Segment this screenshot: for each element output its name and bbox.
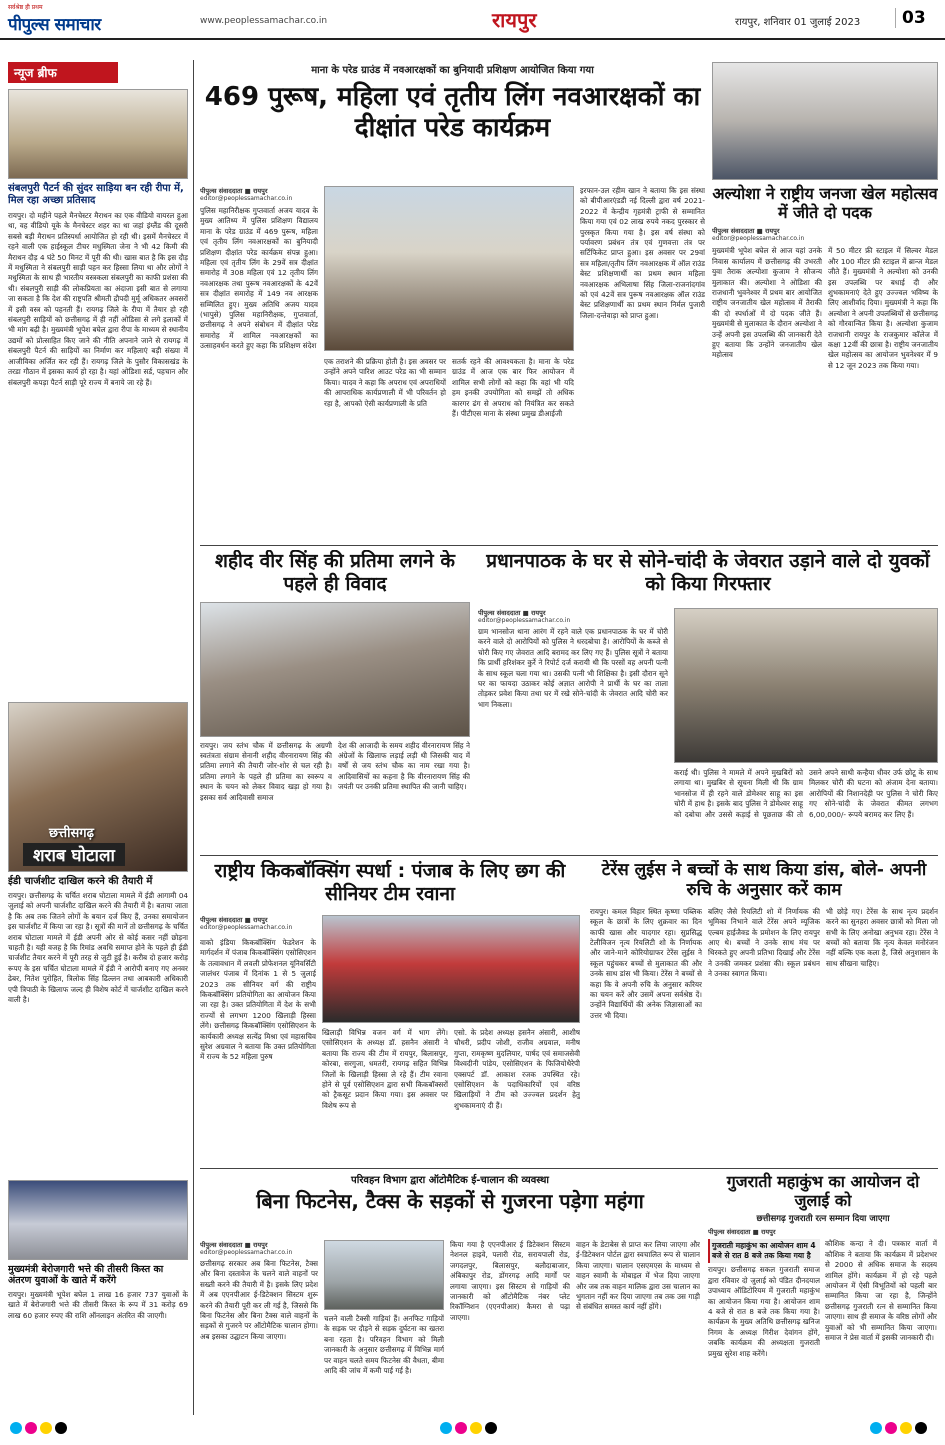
newspaper-logo: पीपुल्स समाचार xyxy=(8,15,101,35)
terence-headline: टेरेंस लुईस ने बच्चों के साथ किया डांस, बोले- अपनी रुचि के अनुसार करें काम xyxy=(601,860,927,901)
martyr-statue-story xyxy=(200,550,470,850)
accused-and-seized-jewellery-photo xyxy=(674,608,938,763)
passing-out-parade-story xyxy=(200,62,705,542)
theft-byline: पीपुल्स संवाददाता ■ रायपुर xyxy=(478,609,546,617)
parade-text-col1: पुलिस महानिरीक्षक गुप्तवार्ता अजय यादव के मुख्य आतिथ्य में पुलिस प्रशिक्षण विद्यालय माना के परेड ग्राउंड में 469 पुरूष, महिला एवं तृतीय लिंग नवआरक्षकों का बुनियादी प्रशिक्षण दीक्षांत परेड कार्यक्रम संपन्न हुआ। महिला एवं तृतीय लिंग के 29वें सत्र दीक्षांत समारोह में 308 महिला एवं 12 तृतीय लिंग नवआरक्षक तथा पुरूष नवआरक्षकों के 42वें सत्र दीक्षांत समारोह में 149 नव आरक्षक सम्मिलित हुए। मुख्य अतिथि अजय यादव (भापुसे) पुलिस महानिरीक्षक, गुप्तवार्ता, छत्तीसगढ़ ने अपने संबोधन में दीक्षांत परेड समारोह में शामिल नवआरक्षकों का उत्साहवर्धन करते हुए कहा कि प्रशिक्षण संदेश xyxy=(200,206,318,351)
alyosha-byline: पीपुल्स संवाददाता ■ रायपुर xyxy=(712,227,780,236)
kickboxing-byline: पीपुल्स संवाददाता ■ रायपुर xyxy=(200,916,268,924)
statue-text-col2: देश की आजादी के समय शहीद वीरनारायण सिंह ने अंग्रेजों के खिलाफ लड़ाई लड़ी थी जिसकी याद में वर्षों से जय स्तंभ चौक का नाम रखा गया है। आदिवासियों का कहना है कि वीरनारायण सिंह की जयंती पर उनकी प्रतिमा स्थापित की जानी चाहिए। xyxy=(338,740,470,792)
terence-text-col1: रायपुर। कमल विहार स्थित कृष्णा पब्लिक स्कूल के छात्रों के लिए शुक्रवार का दिन काफी खास और यादगार रहा। सुप्रसिद्ध टेलीविजन नृत्य रियलिटी शो के निर्णायक और जाने-माने कोरियोग्राफर टेरेंस लुईस ने स्कूल पहुंचकर बच्चों से मुलाकात की और उनके साथ डांस भी किया। टेरेंस ने बच्चों से कहा कि वे अपनी रुचि के अनुसार करियर का चयन करें और उसमें अपना सर्वश्रेष्ठ दें। उन्होंने विद्यार्थियों की अनेक जिज्ञासाओं का उत्तर भी दिया। xyxy=(590,906,702,1020)
liquor-scam-title: शराब घोटाला xyxy=(23,843,125,866)
cmyk-marks-left xyxy=(10,1422,67,1434)
kickboxing-text-col1: वाको इंडिया किकबॉक्सिंग फेडरेशन के मार्गदर्शन में पंजाब किकबॉक्सिंग एसोसिएशन के तत्वावधान में लवली प्रोफेशनल यूनिवर्सिटी जालंधर पंजाब में दिनांक 1 से 5 जुलाई 2023 तक सीनियर वर्ग की राष्ट्रीय किकबॉक्सिंग प्रतियोगिता का आयोजन किया जा रहा है। उक्त प्रतियोगिता में देश के सभी राज्यों से लगभग 1200 खिलाड़ी हिस्सा लेंगे। छत्तीसगढ़ किकबॉक्सिंग एसोसिएशन के कार्यकारी अध्यक्ष सत्येंद्र मिश्रा एवं महासचिव सुरेश अग्रवाल ने बताया कि उक्त प्रतियोगिता में राज्य के 52 महिला पुरुष xyxy=(200,938,316,1062)
alyosha-meeting-photo xyxy=(712,62,938,180)
page-number: 03 xyxy=(895,8,926,28)
yellow-mark xyxy=(40,1422,52,1434)
parade-text-col3: सतर्क रहने की आवश्यकता है। माना के परेड ग्राउंड में आज एक बार फिर आयोजन में शामिल सभी लोगों को कहा कि वहां भी यदि हम इनकी उपयोगिता को समझें तो अधिक कारगर ढंग से अपराध को नियंत्रित कर सकते हैं। पीटीएस माना के संस्था प्रमुख डीआईजी xyxy=(452,357,574,419)
vehicle-checkpoint-photo xyxy=(324,1240,444,1310)
echallan-text-col2: चलने वाली टैक्सी गाड़ियां हैं। अनफिट गाड़ियों के सड़क पर दौड़ने से सड़क दुर्घटना का खतरा बना रहता है। परिवहन विभाग को मिली जानकारी के अनुसार छत्तीसगढ़ में विभिन्न मार्ग पर वाहन चलते समय फिटनेस की वैधता, बीमा आदि की जांच में कमी पाई गई है। xyxy=(324,1314,444,1376)
magenta-mark xyxy=(885,1422,897,1434)
parade-kicker: माना के परेड ग्राउंड में नवआरक्षकों का बुनियादी प्रशिक्षण आयोजित किया गया xyxy=(311,65,594,76)
saree-weaving-photo xyxy=(8,89,188,179)
kickboxing-email[interactable]: editor@peoplessamachar.co.in xyxy=(200,924,293,931)
yellow-mark xyxy=(900,1422,912,1434)
alyosha-text-col1: मुख्यमंत्री भूपेश बघेल से आज यहां उनके निवास कार्यालय में छत्तीसगढ़ की उभरती युवा तैराक अल्योशा कुजाम ने सौजन्य मुलाकात की। अल्योशा ने ओडिशा की राजधानी भुवनेश्वर में प्रथम बार आयोजित राष्ट्रीय जनजातीय खेल महोत्सव में तैराकी की दो स्पर्धाओं में दो पदक जीते हैं। मुख्यमंत्री से मुलाकात के दौरान अल्योशा ने उन्हें अपनी इस उपलब्धि की जानकारी देते हुए बताया कि उन्होंने जनजातीय खेल महोत्सव xyxy=(712,246,822,360)
yellow-mark xyxy=(470,1422,482,1434)
news-brief-section xyxy=(8,62,188,692)
alyosha-story xyxy=(712,62,938,542)
column-rule xyxy=(193,60,194,1415)
liquor-scam-section xyxy=(8,702,188,1172)
echallan-text-col4: वाहन के डेटाबेस से प्राप्त कर लिया जाएगा और ई-डिटेक्शन पोर्टल द्वारा स्वचालित रूप से चालान किया जाएगा। चालान एसएमएस के माध्यम से वाहन स्वामी के मोबाइल में भेज दिया जाएगा और जब तक वाहन मालिक द्वारा उस चालान का भुगतान नहीं कर दिया जाएगा तब तक उस गाड़ी से संबंधित समस्त कार्य नहीं होंगे। xyxy=(576,1240,700,1312)
gujarati-headline: गुजराती महाकुंभ का आयोजन दो जुलाई को xyxy=(726,1172,920,1211)
parade-text-col4: इरफान-उल रहीम खान ने बताया कि इस संस्था को बीपीआरएंडडी नई दिल्ली द्वारा वर्ष 2021-2022 में केन्द्रीय गृहमंत्री ट्राफी से सम्मानित किया गया एवं 02 लाख रुपये नकद पुरस्कार से पुरस्कृत किया गया है। इस वर्ष संस्था को पर्यावरण प्रबंधन तंत्र एवं गुणवत्ता तंत्र पर सर्टिफिकेट प्राप्त हुआ। इस अवसर पर 29वां सत्र महिला/तृतीय लिंग नवआरक्षक में ऑल राउंड बेस्ट प्रशिक्षणार्थी का प्रथम स्थान महिला नवआरक्षक अभिलाषा सिंह जिला-राजनांदगांव को एवं 42वें सत्र पुरूष नवआरक्षक ऑल राउंड बेस्ट प्रशिक्षणार्थी का प्रथम स्थान निर्मल पुजारी जिला-दन्तेवाड़ा को प्राप्त हुआ। xyxy=(580,186,705,320)
unemployment-text: रायपुर। मुख्यमंत्री भूपेश बघेल 1 लाख 16 हजार 737 युवाओं के खाते में बेरोजगारी भत्ते की तीसरी किस्त के रूप में 31 करोड़ 69 लाख 60 हजार रुपए की राशि ऑनलाइन अंतरित की जाएगी। xyxy=(8,1289,188,1320)
echallan-headline: बिना फिटनेस, टैक्स के सड़कों से गुजरना पड़ेगा महंगा xyxy=(256,1189,644,1213)
echallan-email[interactable]: editor@peoplessamachar.co.in xyxy=(200,1249,293,1256)
masthead xyxy=(0,0,945,40)
terence-lewis-story xyxy=(590,860,938,1165)
echallan-text-col1: छत्तीसगढ़ सरकार अब बिना फिटनेस, टैक्स और बिना दस्तावेज के चलने वाले वाहनों पर सख्ती करने की तैयारी में है। इसके लिए प्रदेश में अब एएनपीआर ई-डिटेक्शन सिस्टम शुरू करने की तैयारी पूरी कर ली गई है, जिससे कि बिना फिटनेस और बिना टैक्स वाले वाहनों के सड़कों से गुजरने पर ऑटोमैटिक चालान होगा। अब इसका उद्घाटन किया जाएगा। xyxy=(200,1259,318,1341)
liquor-bottles-photo xyxy=(8,702,188,872)
liquor-scam-label: छत्तीसगढ़ xyxy=(49,826,94,841)
liquor-scam-headline: ईडी चार्जशीट दाखिल करने की तैयारी में xyxy=(8,876,153,887)
magenta-mark xyxy=(25,1422,37,1434)
gujarati-text-col1: रायपुर। छत्तीसगढ़ सकल गुजराती समाज द्वारा रविवार दो जुलाई को पंडित दीनदयाल उपाध्याय ऑडिटोरियम में गुजराती महाकुंभ का आयोजन किया गया है। आयोजन शाम 4 बजे से रात 8 बजे तक किया गया है। कार्यक्रम के मुख्य अतिथि छत्तीसगढ़ खनिज निगम के अध्यक्ष गिरीश देवांगन होंगे, जबकि कार्यक्रम की अध्यक्षता गुजराती प्रमुख सुरेश शाह करेंगे। xyxy=(708,1265,820,1358)
kickboxing-story xyxy=(200,860,580,1165)
gujarati-text-col2: कौशिक कन्दा ने दी। पत्रकार वार्ता में कौशिक ने बताया कि कार्यक्रम में प्रदेशभर से 2000 से अधिक समाज के सदस्य शामिल होंगे। कार्यक्रम में हो रहे पहले आयोजन में ऐसी विभूतियों को पहली बार सम्मानित किया जा रहा है, जिन्होंने छत्तीसगढ़ गुजराती रत्न से सम्मानित किया जाएगा। साथ ही समाज के वरिष्ठ लोगों और युवाओं को भी सम्मानित किया जाएगा। समाज ने प्रेस वार्ता में इसकी जानकारी दी। xyxy=(825,1239,937,1343)
cyan-mark xyxy=(440,1422,452,1434)
parade-officers-photo xyxy=(324,186,574,351)
liquor-scam-text: रायपुर। छत्तीसगढ़ के चर्चित शराब घोटाला मामले में ईडी आगामी 04 जुलाई को अपनी चार्जशीट दाखिल करने की तैयारी में है। बताया जाता है कि अब तक जितने लोगों के बयान दर्ज किए हैं, उनका समायोजन इस चार्जशीट में किया जा रहा है। सूत्रों की मानें तो छत्तीसगढ़ के चर्चित शराब घोटाला मामले में ईडी अपनी ओर से कोई कसर नहीं छोड़ना चाहती है। यही वजह है कि रिमांड अवधि समाप्त होने के पहले ही ईडी चार्जशीट तैयार करने में पूरी तरह से जुटी हुई है। करीब दो हजार करोड़ रूपए के इस चर्चित घोटाला मामले में ईडी ने आरोपी बनाए गए अनवर ढेबर, नितेश पुरोहित, त्रिलोक सिंह ढिल्लन तथा आबकारी अधिकारी एपी त्रिपाठी के खिलाफ जल्द ही विशेष कोर्ट में चार्जशीट दाखिल करने वाली है। xyxy=(8,891,188,1005)
echallan-byline: पीपुल्स संवाददाता ■ रायपुर xyxy=(200,1241,268,1249)
magenta-mark xyxy=(455,1422,467,1434)
cyan-mark xyxy=(870,1422,882,1434)
edition-city: रायपुर xyxy=(492,8,537,32)
dateline: रायपुर, शनिवार 01 जुलाई 2023 xyxy=(735,17,861,28)
theft-headline: प्रधानपाठक के घर से सोने-चांदी के जेवरात उड़ाने वाले दो युवकों को किया गिरफ्तार xyxy=(486,550,930,595)
gujarati-byline: पीपुल्स संवाददाता ■ रायपुर xyxy=(708,1228,776,1237)
gujarati-mahakumbh-story xyxy=(708,1172,938,1412)
jewellery-theft-story xyxy=(478,550,938,850)
theft-email[interactable]: editor@peoplessamachar.co.in xyxy=(478,617,571,624)
chief-minister-event-photo xyxy=(8,1180,188,1260)
parade-byline: पीपुल्स संवाददाता ■ रायपुर xyxy=(200,187,268,195)
parade-text-col2: एक तराशने की प्रक्रिया होती है। इस अवसर पर उन्होंने अपने पारिश आउट परेड का भी सम्मान किया। यादव ने कहा कि अपराध एवं अपराधियों की आपराधिक कार्यप्रणाली में भी परिवर्तन हो रहा है, आपको ऐसी कार्यप्रणाली के प्रति xyxy=(324,357,446,408)
kickboxing-team-photo xyxy=(322,915,580,1023)
statue-photo xyxy=(200,602,470,737)
section-rule xyxy=(200,1168,938,1169)
statue-text-col1: रायपुर। जय स्तंभ चौक में छत्तीसगढ़ के अग्रणी स्वतंत्रता संग्राम सेनानी शहीद वीरनारायण सिंह की प्रतिमा लगाने की तैयारी जोर-शोर से चल रही है। प्रतिमा लगाने के पहले ही प्रतिमा का स्वरूप व स्थान के चयन को लेकर विवाद खड़ा हो गया है। इसका सर्व आदिवासी समाज xyxy=(200,740,332,802)
statue-headline: शहीद वीर सिंह की प्रतिमा लगने के पहले ही विवाद xyxy=(215,550,455,595)
echallan-text-col3: किया गया है एएनपीआर ई डिटेक्शन सिस्टम नेशनल हाइवे, पलारी रोड, सरायपाली रोड, जगदलपुर, बिलासपुर, बलौदाबाजार, अंबिकापुर रोड, डोंगरगढ़ आदि मार्गों पर लगाया जाएगा। इस सिस्टम से गाड़ियों की जानकारी को ऑटोमैटिक नंबर प्लेट रिकॉग्निशन (एएनपीआर) कैमरा से पढ़ा जाएगा। xyxy=(450,1240,570,1322)
kickboxing-text-col3: एसो. के प्रदेश अध्यक्ष हसनैन अंसारी, आशीष चौधरी, प्रदीप जोशी, राजीव अग्रवाल, मनीष गुप्ता, रामकृष्ण मुदलियार, पार्षद एवं समाजसेवी विश्वदीनी पांडेय, एसोसिएशन के फिजियोथैरेपी एक्सपर्ट डॉ. आकाश रजक उपस्थित रहे। एसोसिएशन के पदाधिकारियों एवं वरिष्ठ खिलाड़ियों ने टीम को उज्ज्वल प्रदर्शन हेतु शुभकामनाएं दी हैं। xyxy=(454,1028,580,1110)
parade-email[interactable]: editor@peoplessamachar.co.in xyxy=(200,195,293,202)
kickboxing-headline: राष्ट्रीय किकबॉक्सिंग स्पर्धा : पंजाब के लिए छग की सीनियर टीम रवाना xyxy=(214,860,566,905)
news-brief-headline: संबलपुरी पैटर्न की सुंदर साड़िया बन रही रीपा में, मिल रहा अच्छा प्रतिसाद xyxy=(8,183,184,206)
theft-text-col2: कराई थी। पुलिस ने मामले में अपने मुखबिरों को लगाया था। मुखबिर से सूचना मिली थी कि ग्राम भानसोज में ही रहने वाले डोमेश्वर साहू का इस चोरी में हाथ है। इसके बाद पुलिस ने डोमेश्वर साहू को दबोचा और उससे कड़ाई से पूछताछ की तो उसने अपने साथी कन्हैया धीवर उर्फ छोटू के साथ मिलकर चोरी की घटना को अंजाम देना बताया। आरोपियों की निशानदेही पर पुलिस ने चोरी किए गए सोने-चांदी के जेवरात कीमत लगभग 6,00,000/- रूपये बरामद कर लिए हैं। xyxy=(674,768,938,819)
unemployment-allowance-section xyxy=(8,1180,188,1412)
news-brief-text: रायपुर। दो महीने पहले मैनचेस्टर मैराथन का एक वीडियो वायरल हुआ था, वह वीडियो यूके के मैनचेस्टर शहर का था जहां इंग्लैंड की दूसरी सबसे बड़ी मैराथन प्रतिस्पर्धा आयोजित हो रही थी। इसमें मैनचेस्टर में रहने वाली एक हाईस्कूल टीचर मधुस्मिता जेना ने भी 42 किमी की मैराथन दौड़ 4 घंटे 50 मिनट में पूरी की थी। खास बात है कि इस दौड़ में मधुस्मिता ने संबलपुरी साड़ी पहन कर हिस्सा लिया था और लोगों ने मधुस्मिता के साथ ही भारतीय वस्त्रकला संबलपुरी का काफी प्रशंसा की थी। संबलपुरी साड़ी की लोकप्रियता का अंदाजा इसी बात से लगाया जा सकता है कि देश की राष्ट्रपति श्रीमती द्रौपदी मुर्मू अधिकतर अवसरों में इसी वस्त्र को पहनती हैं। रायगढ़ जिले के रीपा में तैयार हो रही संबलपुरी साड़ियों को छत्तीसगढ़ में ही नहीं ओडिसा से लगे इलाकों में भी मांग बढ़ी है। मुख्यमंत्री भूपेश बघेल द्वारा रीपा के माध्यम से स्थानीय उद्यमों को प्रोत्साहित किए जाने की नीति अपनाने जाने से रायगढ़ में संबलपुरी पैटर्न की साड़ियों का निर्माण कर महिलाएं बड़ी संख्या में आजीविका अर्जित कर रही हैं। रायगढ़ जिले के पुसौर विकासखंड के तरडा गौठान में इसका कार्य हो रहा है। यहां ओडिशा सर्ड, पहचान और संबलपुरी कपड़ा पैटर्न साड़ी पूरे राज्य में बनाये जा रहे हैं। xyxy=(8,211,188,387)
cmyk-marks-center xyxy=(440,1422,497,1434)
black-mark xyxy=(55,1422,67,1434)
theft-text-col1: ग्राम भानसोज थाना आरंग में रहने वाले एक प्रधानपाठक के घर में चोरी करने वाले दो आरोपियों को पुलिस ने धरदबोचा है। आरोपियों के कब्जे से चोरी किए गए जेवरात आदि बरामद कर लिए गए हैं। पुलिस सूत्रों ने बताया कि प्रार्थी हरिशंकर कुर्रे ने रिपोर्ट दर्ज करायी थी कि परसों वह अपनी पत्नी के साथ स्कूल चला गया था। उसकी पत्नी भी शिक्षिका है। इसी दौरान सूने घर का फायदा उठाकर कोई अज्ञात आरोपी ने प्रार्थी के घर का ताला तोड़कर प्रवेश किया तथा घर में रखे सोने-चांदी के जेवरात आदि चोरी कर भाग निकला। xyxy=(478,627,668,709)
terence-text-col2: बलिए जैसे रियलिटी शो में निर्णायक की भूमिका निभाने वाले टेरेंस अपने म्यूजिक एल्बम हाईजैक्ड के प्रमोशन के लिए रायपुर आए थे। बच्चों ने उनके साथ मंच पर थिरकते हुए अपनी प्रतिभा दिखाई और टेरेंस ने उनकी जमकर प्रशंसा की। स्कूल प्रबंधन ने उनका स्वागत किया। xyxy=(708,906,820,979)
alyosha-text-col2: में 50 मीटर फ्री स्टाइल में सिल्वर मेडल और 100 मीटर फ्री स्टाइल में ब्रान्ज मेडल जीते हैं। मुख्यमंत्री ने अल्योशा को उनकी इस उपलब्धि पर बधाई दी और शुभकामनाएं देते हुए उज्ज्वल भविष्य के लिए आशीर्वाद दिया। मुख्यमंत्री ने कहा कि अल्योशा ने अपनी उपलब्धियों से छत्तीसगढ़ को गौरवान्वित किया है। अल्योशा कुजाम राजधानी रायपुर के राजकुमार कॉलेज में कक्षा 12वीं की छात्रा है। राष्ट्रीय जनजातीय खेल महोत्सव का आयोजन भुवनेश्वर में 9 से 12 जून 2023 तक किया गया। xyxy=(828,246,938,370)
alyosha-headline: अल्योशा ने राष्ट्रीय जनजा खेल महोत्सव में जीते दो पदक xyxy=(712,184,938,223)
logo-tagline: सर्वश्रेष्ठ ही प्रथम xyxy=(8,4,43,11)
kickboxing-text-col2: खिलाड़ी विभिन्न वजन वर्ग में भाग लेंगे। एसोसिएशन के अध्यक्ष डॉ. हसनैन अंसारी ने बताया कि राज्य की टीम में रायपुर, बिलासपुर, कोरबा, सरगुजा, धमतरी, रायगढ़ सहित विभिन्न जिलों के खिलाड़ी हिस्सा ले रहे हैं। टीम रवाना होने से पूर्व एसोसिएशन द्वारा सभी किकबॉक्सरों को ट्रैकसूट प्रदान किया गया। इस अवसर पर विशेष रूप से xyxy=(322,1028,448,1110)
website-link[interactable]: www.peoplessamachar.co.in xyxy=(200,16,328,26)
black-mark xyxy=(485,1422,497,1434)
gujarati-pull-quote: गुजराती महाकुंभ का आयोजन शाम 4 बजे से रात 8 बजे तक किया गया है xyxy=(708,1239,820,1263)
terence-text-col3: भी छोड़े गए। टेरेंस के साथ नृत्य प्रदर्शन करने का सुनहरा अवसर छात्रों को मिला जो सभी के लिए अनोखा अनुभव रहा। टेरेंस ने बच्चों को बताया कि नृत्य केवल मनोरंजन नहीं बल्कि एक कला है, जिसे अनुशासन के साथ सीखना चाहिए। xyxy=(826,906,938,968)
echallan-kicker: परिवहन विभाग द्वारा ऑटोमैटिक ई-चालान की व्यवस्था xyxy=(351,1175,549,1186)
cmyk-marks-right xyxy=(870,1422,927,1434)
unemployment-headline: मुख्यमंत्री बेरोजगारी भत्ते की तीसरी किस्त का अंतरण युवाओं के खाते में करेंगे xyxy=(8,1264,164,1287)
section-rule xyxy=(200,545,938,546)
gujarati-subhead: छत्तीसगढ़ गुजराती रत्न सम्मान दिया जाएगा xyxy=(756,1214,890,1225)
black-mark xyxy=(915,1422,927,1434)
parade-headline: 469 पुरूष, महिला एवं तृतीय लिंग नवआरक्षकों का दीक्षांत परेड कार्यक्रम xyxy=(204,82,701,144)
cyan-mark xyxy=(10,1422,22,1434)
section-rule xyxy=(200,855,938,856)
alyosha-email[interactable]: editor@peoplessamachar.co.in xyxy=(712,235,805,243)
news-brief-label: न्यूज ब्रीफ xyxy=(8,62,118,83)
e-challan-story xyxy=(200,1172,700,1412)
